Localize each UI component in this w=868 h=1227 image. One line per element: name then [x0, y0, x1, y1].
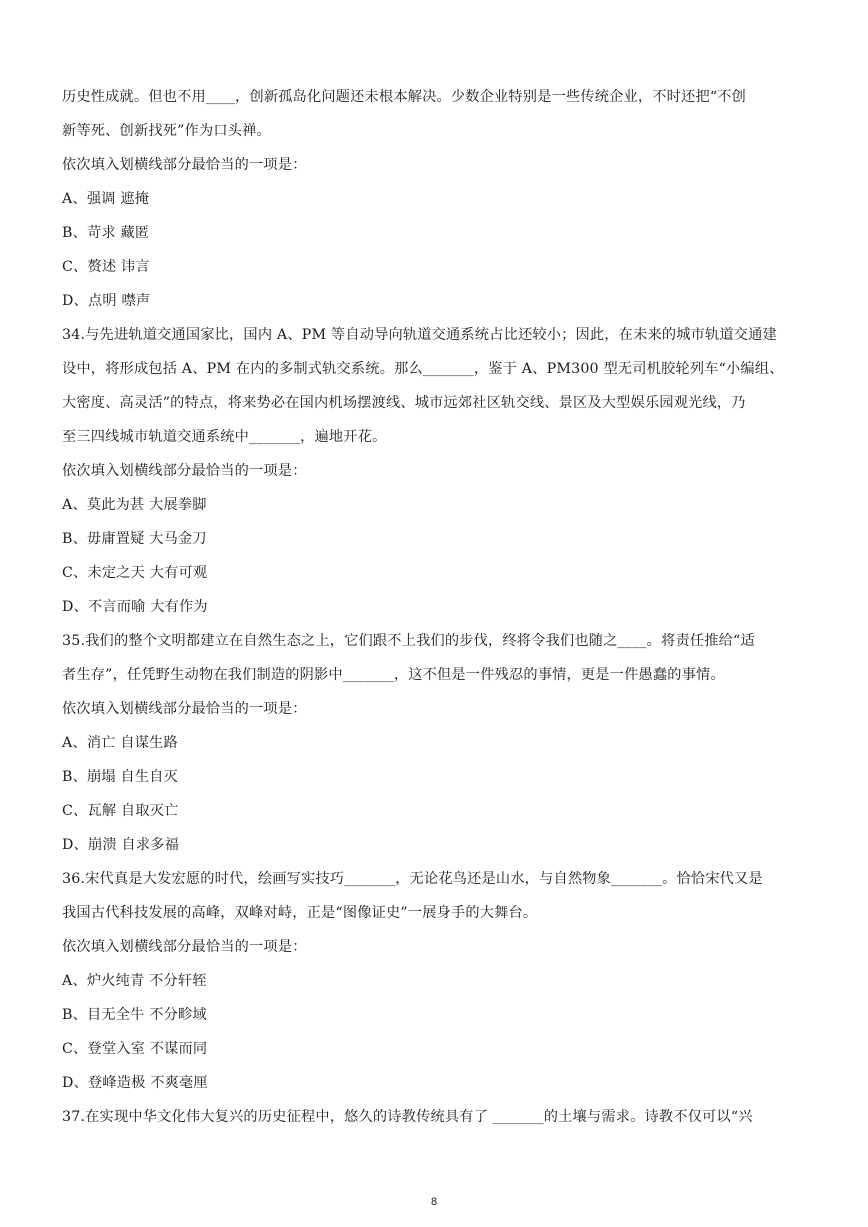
- document-page: [62, 86, 806, 1128]
- q34-stem-line-3: 大密度、高灵活”的特点，将来势必在国内机场摆渡线、城市远郊社区轨交线、景区及大型娱乐园观光线，乃: [62, 395, 746, 411]
- q33-option-b: B、苛求 藏匿: [62, 225, 150, 241]
- q33-instruction: 依次填入划横线部分最恰当的一项是：: [62, 157, 307, 173]
- q36-stem-line-1: 36.宋代真是大发宏愿的时代，绘画写实技巧_______，无论花鸟还是山水，与自然物象_______。恰恰宋代又是: [62, 871, 763, 887]
- q35-stem-line-2: 者生存”，任凭野生动物在我们制造的阴影中_______，这不但是一件残忍的事情，更是一件愚蠢的事情。: [62, 667, 725, 683]
- q36-option-d: D、登峰造极 不爽毫厘: [62, 1075, 208, 1091]
- q37-stem-line-1: 37.在实现中华文化伟大复兴的历史征程中，悠久的诗教传统具有了 _______的土壤与需求。诗教不仅可以“兴: [62, 1109, 753, 1125]
- q34-stem-line-1: 34.与先进轨道交通国家比，国内 A、PM 等自动导向轨道交通系统占比还较小；因此，在未来的城市轨道交通建: [62, 327, 777, 343]
- q35-option-c: C、瓦解 自取灭亡: [62, 803, 179, 819]
- q36-stem-line-2: 我国古代科技发展的高峰，双峰对峙，正是“图像证史”一展身手的大舞台。: [62, 905, 538, 921]
- q33-option-a: A、强调 遮掩: [62, 191, 150, 207]
- q34-stem-line-2: 设中，将形成包括 A、PM 在内的多制式轨交系统。那么_______，鉴于 A、PM300 型无司机胶轮列车“小编组、: [62, 361, 784, 377]
- q36-option-a: A、炉火纯青 不分轩轾: [62, 973, 207, 989]
- q35-stem-line-1: 35.我们的整个文明都建立在自然生态之上，它们跟不上我们的步伐，终将令我们也随之____。将责任推给“适: [62, 633, 755, 649]
- q34-option-c: C、未定之天 大有可观: [62, 565, 208, 581]
- q36-option-b: B、目无全牛 不分畛域: [62, 1007, 207, 1023]
- q35-instruction: 依次填入划横线部分最恰当的一项是：: [62, 701, 307, 717]
- q33-stem-line-2: 新等死、创新找死”作为口头禅。: [62, 123, 271, 139]
- page-number: 8: [430, 1196, 438, 1208]
- q34-stem-line-4: 至三四线城市轨道交通系统中_______，遍地开花。: [62, 429, 387, 445]
- q34-instruction: 依次填入划横线部分最恰当的一项是：: [62, 463, 307, 479]
- q34-option-d: D、不言而喻 大有作为: [62, 599, 208, 615]
- q35-option-d: D、崩溃 自求多福: [62, 837, 179, 853]
- q34-option-a: A、莫此为甚 大展拳脚: [62, 497, 207, 513]
- q34-option-b: B、毋庸置疑 大马金刀: [62, 531, 207, 547]
- q35-option-a: A、消亡 自谋生路: [62, 735, 178, 751]
- q33-option-d: D、点明 噤声: [62, 293, 151, 309]
- q36-option-c: C、登堂入室 不谋而同: [62, 1041, 208, 1057]
- q36-instruction: 依次填入划横线部分最恰当的一项是：: [62, 939, 307, 955]
- q33-stem-line-1: 历史性成就。但也不用____，创新孤岛化问题还未根本解决。少数企业特别是一些传统企业，不时还把“不创: [62, 89, 747, 105]
- q33-option-c: C、赘述 讳言: [62, 259, 150, 275]
- q35-option-b: B、崩塌 自生自灭: [62, 769, 179, 785]
